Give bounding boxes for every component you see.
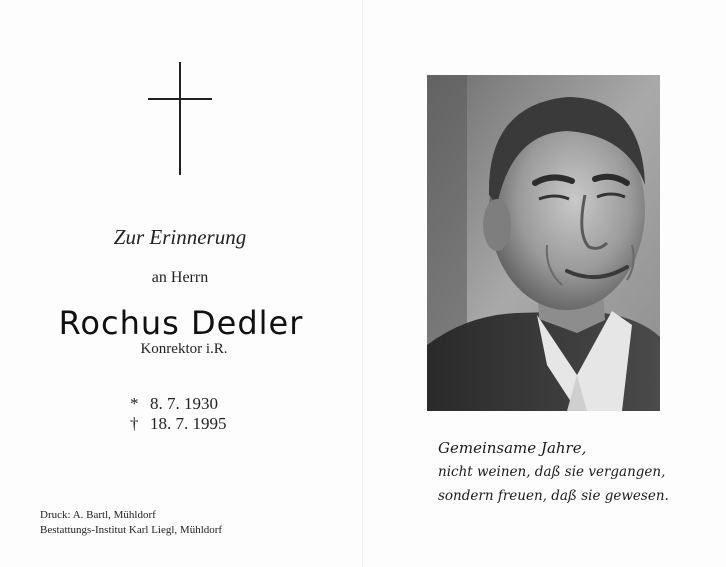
fold-line [362, 0, 363, 567]
birth-row [130, 394, 250, 414]
credit-line: Druck: A. Bartl, Mühldorf [40, 509, 156, 521]
poem-line: sondern freuen, daß sie gewesen. [438, 488, 669, 504]
poem-line: nicht weinen, daß sie vergangen, [438, 464, 666, 480]
cross-horizontal-bar [148, 98, 212, 100]
death-row [130, 414, 250, 434]
death-date: 18. 7. 1995 [150, 414, 227, 433]
life-dates [130, 394, 250, 434]
cross-vertical-bar [179, 62, 181, 175]
salutation: an Herrn [151, 269, 209, 286]
printer-credits [40, 508, 340, 538]
credit-line: Bestattungs-Institut Karl Liegl, Mühldorf [40, 524, 223, 536]
birth-symbol: * [130, 394, 139, 413]
death-symbol: † [130, 414, 139, 433]
memorial-poem [438, 436, 698, 508]
intro-heading: Zur Erinnerung [113, 225, 247, 249]
deceased-name: Rochus Dedler [58, 304, 304, 342]
portrait-illustration [427, 75, 660, 411]
poem-line: Gemeinsame Jahre, [438, 439, 587, 457]
portrait-photo [427, 75, 660, 411]
deceased-title: Konrektor i.R. [140, 341, 228, 357]
latin-cross-icon [148, 62, 212, 175]
birth-date: 8. 7. 1930 [150, 394, 218, 413]
